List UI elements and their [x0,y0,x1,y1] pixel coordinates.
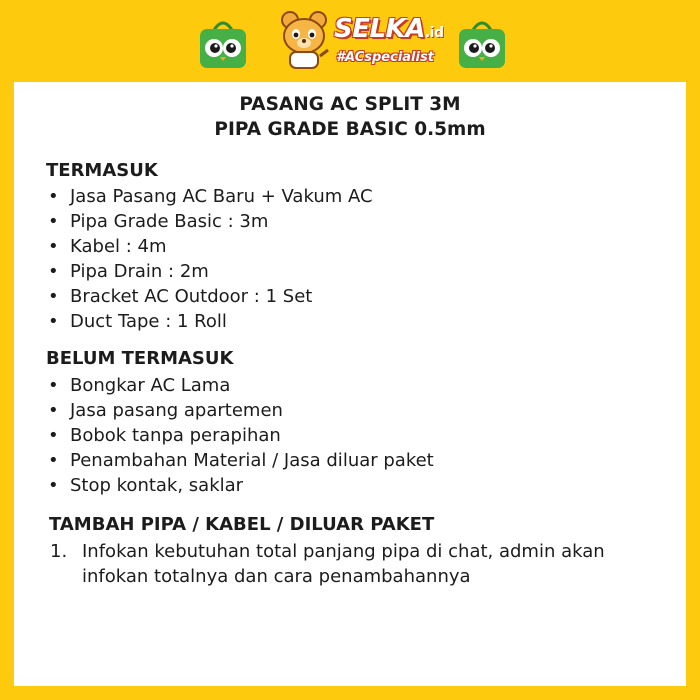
list-item: • Bracket AC Outdoor : 1 Set [46,284,373,309]
included-list [46,184,373,334]
extra-heading: TAMBAH PIPA / KABEL / DILUAR PAKET [49,514,435,535]
step-number: 1. [50,541,68,562]
list-item: • Stop kontak, saklar [46,473,434,498]
list-item: • Jasa pasang apartemen [46,398,434,423]
bear-mascot-icon [276,8,332,72]
page-title [14,82,686,142]
tokopedia-bag-icon [455,18,509,70]
list-item: • Duct Tape : 1 Roll [46,309,373,334]
excluded-heading: BELUM TERMASUK [46,348,234,369]
brand-logo [276,8,446,74]
step-text: Infokan kebutuhan total panjang pipa di chat, admin akan infokan totalnya dan cara penambahannya [82,541,605,587]
list-item: • Kabel : 4m [46,234,373,259]
extra-steps [46,539,642,589]
list-item: • Pipa Grade Basic : 3m [46,209,373,234]
tokopedia-bag-icon [196,18,250,70]
brand-tagline: #ACspecialist [336,50,434,65]
info-card [14,82,686,686]
excluded-list [46,373,434,498]
list-item: • Bongkar AC Lama [46,373,434,398]
brand-name: SELKA.id [334,14,444,44]
list-item: • Bobok tanpa perapihan [46,423,434,448]
header [0,0,700,82]
included-heading: TERMASUK [46,160,158,181]
list-item: • Penambahan Material / Jasa diluar paket [46,448,434,473]
list-item: • Pipa Drain : 2m [46,259,373,284]
title-line-2: PIPA GRADE BASIC 0.5mm [214,119,486,140]
list-item: • Jasa Pasang AC Baru + Vakum AC [46,184,373,209]
title-line-1: PASANG AC SPLIT 3M [239,94,461,115]
step-item [46,539,642,589]
